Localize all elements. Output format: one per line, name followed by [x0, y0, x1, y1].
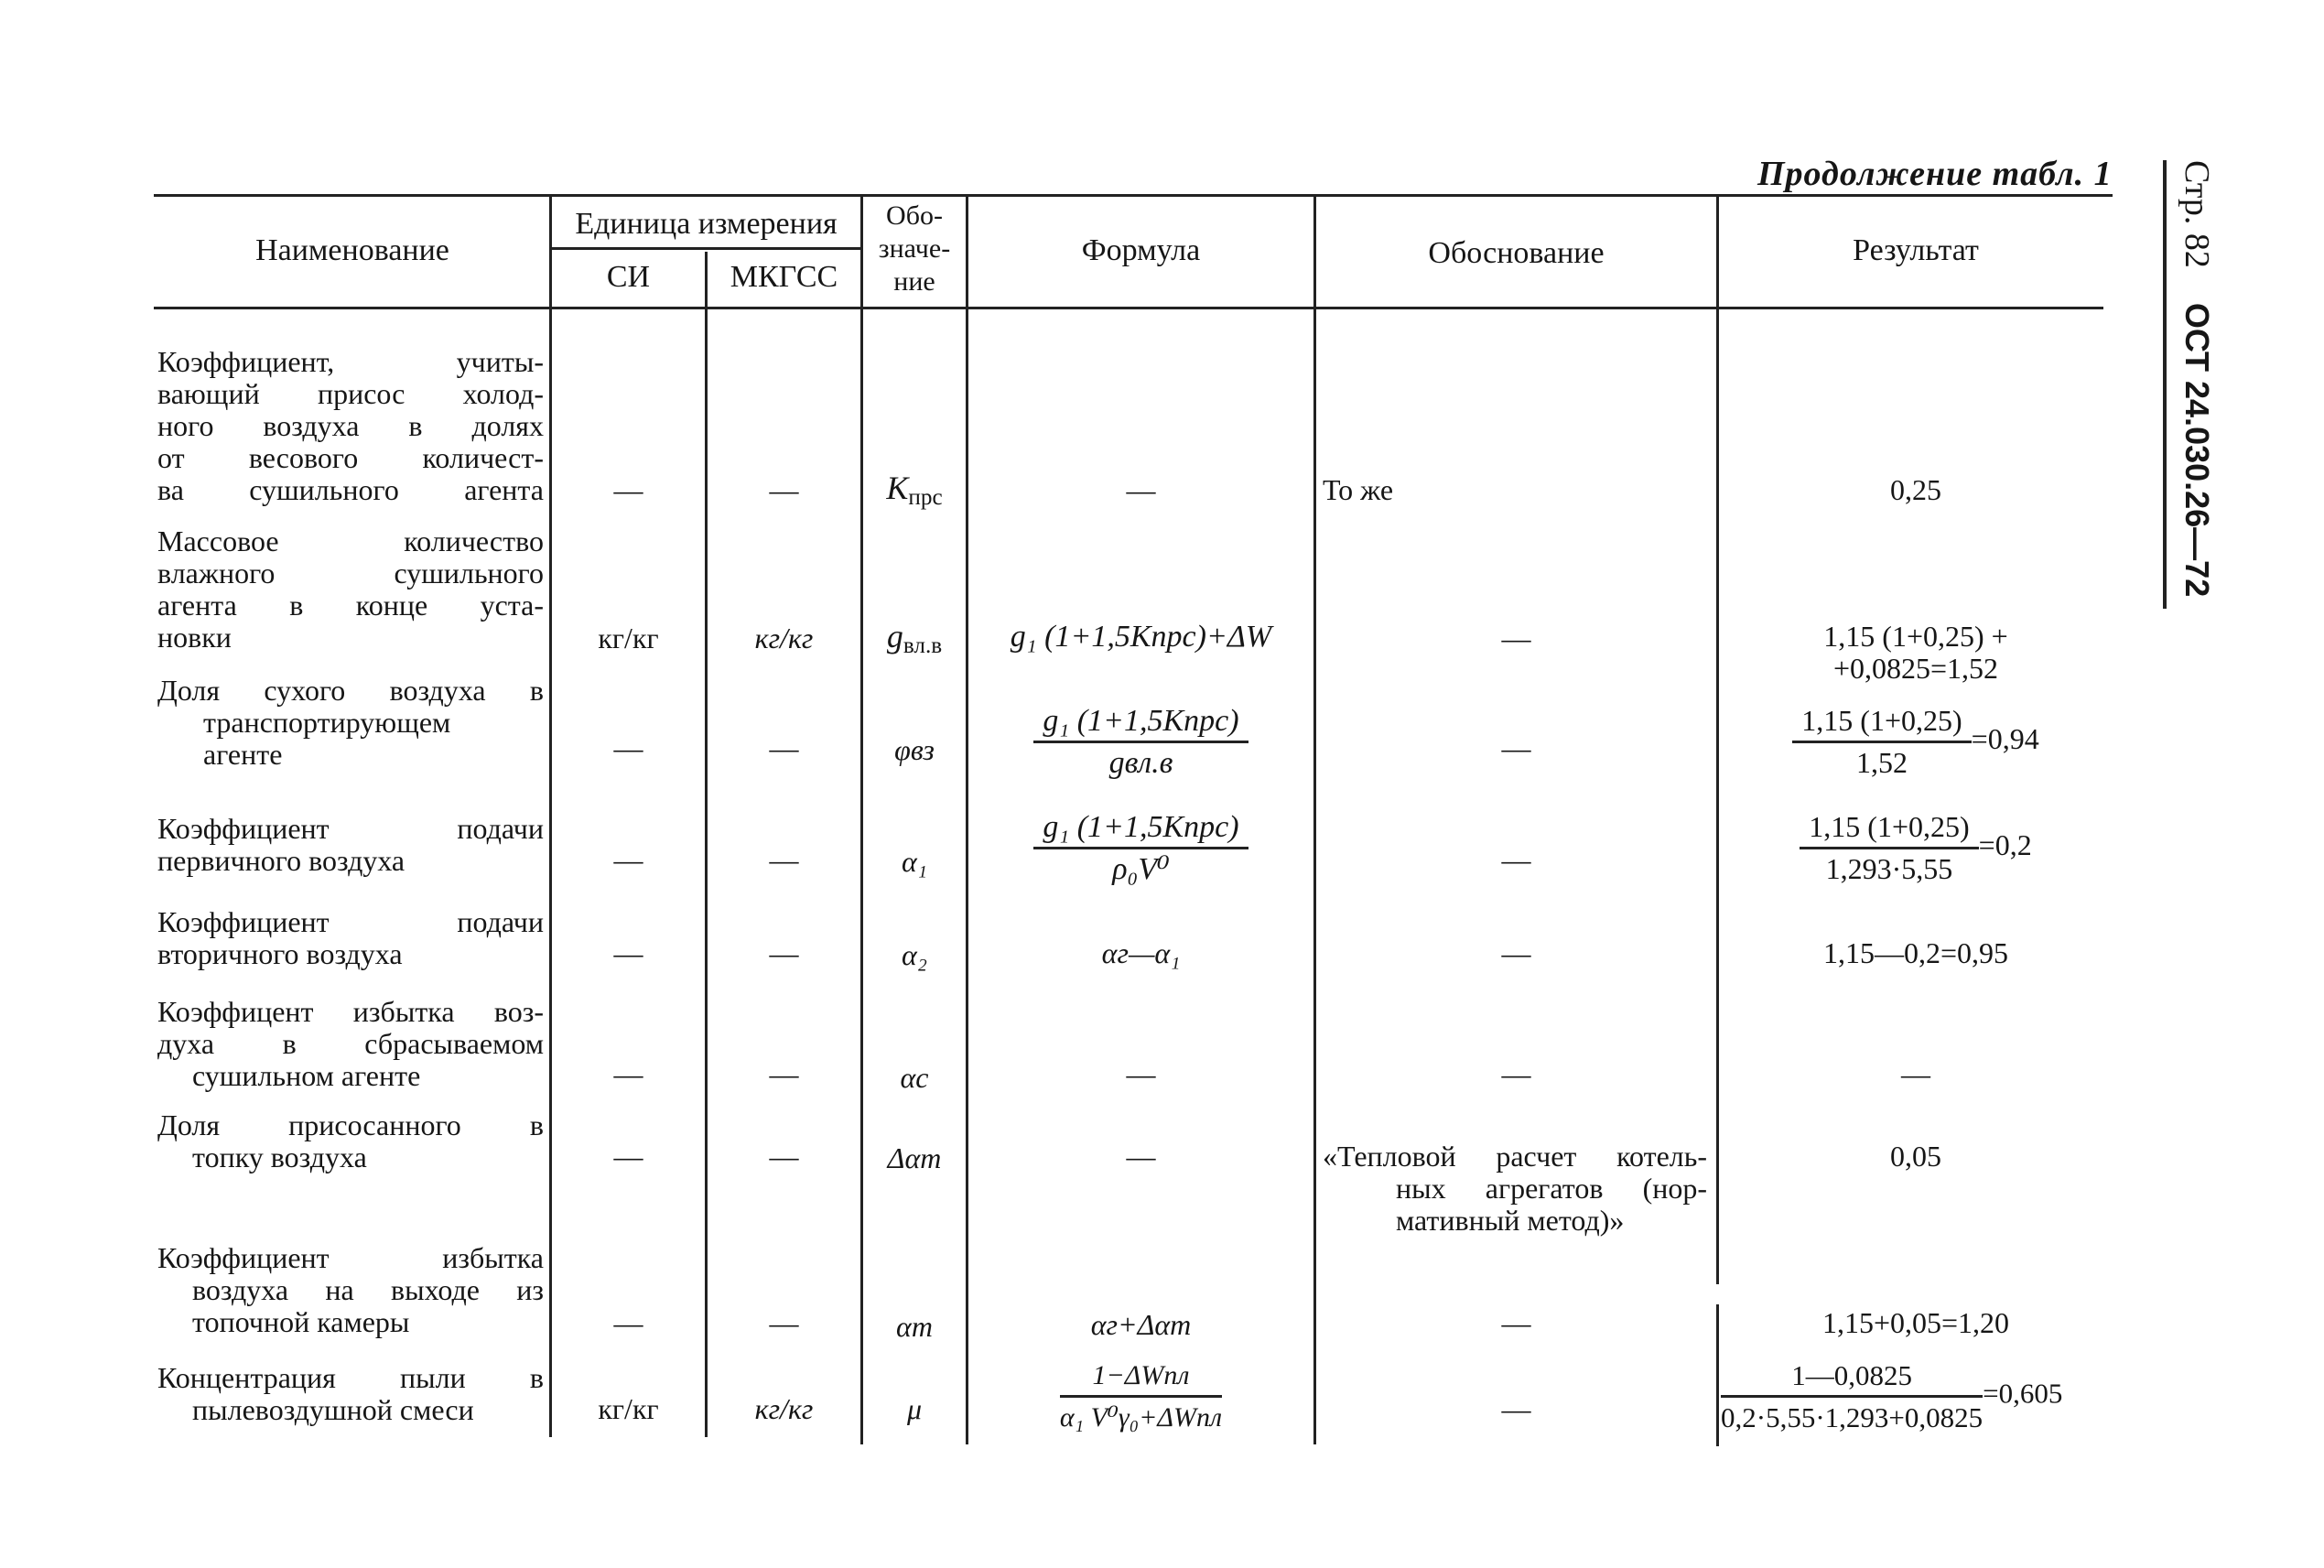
header-symbol-line-3: ние: [893, 266, 935, 297]
row-4-formula: αг—α₁: [1101, 936, 1181, 969]
row-3-name: [157, 813, 544, 877]
row-3-result-den: 1,293·5,55: [1825, 852, 1953, 885]
row-7-symbol: αт: [896, 1310, 933, 1343]
row-6-si: —: [613, 1140, 643, 1173]
row-8-result: [1721, 1359, 2169, 1433]
row-3-formula-den: ρ₀V⁰: [1112, 852, 1170, 886]
row-6-name: [157, 1109, 544, 1173]
row-7-name: [157, 1242, 544, 1338]
row-2-name-line: агенте: [203, 738, 283, 771]
row-0-mkgss: —: [769, 473, 799, 506]
row-4-result: 1,15—0,2=0,95: [1822, 936, 2009, 969]
side-margin: [2171, 160, 2221, 618]
row-1-name-line: новки: [157, 621, 232, 654]
row-7-basis: —: [1501, 1306, 1531, 1339]
header-symbol-line-1: Обо-: [886, 200, 943, 231]
header-si: СИ: [606, 260, 651, 294]
row-4-si: —: [613, 936, 643, 969]
row-0-name-line: вающий присос холод-: [157, 377, 544, 410]
row-5-name-line: духа в сбрасываемом: [157, 1027, 544, 1060]
row-1-result-line: +0,0825=1,52: [1832, 652, 1999, 685]
row-3-name-line: Коэффициент подачи: [157, 812, 544, 845]
row-8-result-den: 0,2·5,55·1,293+0,0825: [1721, 1401, 1984, 1433]
header-name: Наименование: [255, 233, 449, 267]
row-8-formula-den: α₁ V⁰γ₀+ΔWпл: [1059, 1402, 1223, 1433]
table-top-rule: [154, 194, 2113, 197]
row-1-symbol-sub: вл.в: [903, 633, 943, 658]
row-0-result: 0,25: [1890, 473, 1941, 506]
row-1-name-line: агента в конце уста-: [157, 589, 544, 622]
row-8-name-line: Концентрация пыли в: [157, 1361, 544, 1394]
row-1-basis: —: [1501, 622, 1531, 654]
row-7-result: 1,15+0,05=1,20: [1821, 1306, 2010, 1339]
row-0-formula: —: [1126, 473, 1156, 506]
unit-sub-rule: [549, 247, 860, 250]
row-3-mkgss: —: [769, 843, 799, 876]
row-8-si: кг/кг: [598, 1392, 659, 1425]
row-5-name: [157, 996, 544, 1092]
body-vline-5: [1313, 309, 1316, 1444]
row-2-name-line: транспортирующем: [203, 706, 451, 739]
row-1-si: кг/кг: [598, 622, 659, 654]
header-bottom-rule: [154, 307, 2103, 309]
row-8-formula-fraction: [1060, 1359, 1222, 1433]
row-1-formula: g₁ (1+1,5Kпрс)+ΔW: [1010, 620, 1272, 654]
row-7-si: —: [613, 1306, 643, 1339]
row-6-symbol: Δαт: [887, 1141, 942, 1174]
row-2-formula-den: gвл.в: [1108, 746, 1173, 780]
page-number: Стр. 82: [2178, 160, 2216, 268]
row-2-result-tail: =0,94: [1971, 721, 2039, 755]
row-1-result: [1719, 621, 2113, 685]
row-1-result-line: 1,15 (1+0,25) +: [1823, 620, 2008, 653]
row-1-symbol-main: g: [886, 618, 903, 654]
row-3-result-tail: =0,2: [1978, 827, 2032, 861]
row-0-name-line: Коэффициент, учиты-: [157, 345, 544, 378]
side-margin-text: [2177, 160, 2217, 597]
row-2-result: [1719, 705, 2113, 779]
row-4-name-line: вторичного воздуха: [157, 937, 403, 970]
header-mkgss: МКГСС: [730, 260, 838, 294]
row-4-name: [157, 906, 544, 970]
row-4-mkgss: —: [769, 936, 799, 969]
row-0-name: [157, 346, 544, 506]
row-4-name-line: Коэффициент подачи: [157, 905, 544, 938]
row-5-name-line: Коэффицент избытка воз-: [157, 995, 544, 1028]
standard-code: ОСТ 24.030.26—72: [2178, 302, 2216, 598]
row-8-formula-num: 1−ΔWпл: [1060, 1359, 1222, 1398]
row-7-name-line: топочной камеры: [192, 1305, 410, 1338]
row-1-name-line: Массовое количество: [157, 524, 544, 557]
row-2-formula-num: g₁ (1+1,5Kпрс): [1033, 705, 1248, 743]
row-6-basis-line: мативный метод)»: [1396, 1204, 1625, 1237]
row-5-symbol: αс: [900, 1061, 929, 1094]
row-2-symbol: φвз: [894, 733, 935, 766]
row-6-formula: —: [1126, 1140, 1156, 1173]
body-vline-6a: [1716, 309, 1719, 1284]
header-symbol: [863, 200, 966, 298]
row-6-basis: [1323, 1141, 1707, 1237]
row-2-formula-fraction: [1033, 705, 1248, 779]
row-6-basis-line: ных агрегатов (нор-: [1396, 1172, 1707, 1205]
row-5-name-line: сушильном агенте: [192, 1059, 421, 1092]
row-5-si: —: [613, 1057, 643, 1090]
row-2-name: [157, 675, 544, 771]
row-0-symbol: [863, 472, 966, 514]
row-1-name: [157, 525, 544, 654]
continuation-label: Продолжение табл. 1: [1757, 155, 2113, 193]
row-3-formula-num: g₁ (1+1,5Kпрс): [1033, 811, 1248, 849]
row-3-basis: —: [1501, 843, 1531, 876]
row-8-mkgss: кг/кг: [754, 1392, 814, 1425]
row-3-result: [1719, 811, 2113, 885]
header-symbol-line-2: значе-: [878, 233, 951, 264]
row-7-name-line: воздуха на выходе из: [192, 1273, 544, 1306]
row-4-symbol: α₂: [902, 938, 927, 971]
header-basis: Обоснование: [1428, 236, 1605, 270]
row-1-mkgss: кг/кг: [754, 622, 814, 654]
row-0-name-line: ного воздуха в долях: [157, 409, 544, 442]
row-1-name-line: влажного сушильного: [157, 557, 544, 589]
row-6-name-line: топку воздуха: [192, 1141, 367, 1173]
row-5-mkgss: —: [769, 1057, 799, 1090]
row-3-si: —: [613, 843, 643, 876]
row-8-formula: [968, 1359, 1313, 1433]
header-formula: Формула: [1081, 233, 1201, 267]
row-2-result-fraction: [1792, 705, 1971, 779]
header-result: Результат: [1853, 233, 1979, 267]
row-4-basis: —: [1501, 936, 1531, 969]
row-8-basis: —: [1501, 1392, 1531, 1425]
row-0-name-line: от весового количест-: [157, 441, 544, 474]
row-6-result: 0,05: [1890, 1140, 1941, 1173]
row-6-name-line: Доля присосанного в: [157, 1108, 544, 1141]
row-6-mkgss: —: [769, 1140, 799, 1173]
row-0-symbol-sub: прс: [908, 485, 943, 510]
row-3-name-line: первичного воздуха: [157, 844, 405, 877]
row-2-result-num: 1,15 (1+0,25): [1792, 705, 1971, 743]
row-8-result-fraction: [1721, 1359, 1983, 1433]
row-3-symbol: α₁: [902, 845, 927, 878]
row-0-name-line: ва сушильного агента: [157, 473, 544, 506]
row-5-formula: —: [1126, 1057, 1156, 1090]
row-7-formula: αг+Δαт: [1090, 1308, 1192, 1341]
row-8-symbol: μ: [906, 1392, 923, 1425]
row-8-result-num: 1—0,0825: [1721, 1359, 1983, 1398]
row-3-formula: [968, 811, 1313, 885]
row-0-si: —: [613, 473, 643, 506]
row-3-formula-fraction: [1033, 811, 1248, 885]
row-1-symbol: [863, 618, 966, 662]
row-5-result: —: [1901, 1057, 1930, 1090]
row-8-name-line: пылевоздушной смеси: [192, 1393, 474, 1426]
row-7-name-line: Коэффициент избытка: [157, 1241, 544, 1274]
row-2-basis: —: [1501, 731, 1531, 764]
row-5-basis: —: [1501, 1057, 1531, 1090]
row-2-result-den: 1,52: [1855, 746, 1908, 779]
row-3-result-num: 1,15 (1+0,25): [1800, 811, 1978, 849]
row-6-basis-line: «Тепловой расчет котель-: [1323, 1140, 1707, 1173]
header-unit: Единица измерения: [575, 207, 838, 241]
row-2-mkgss: —: [769, 731, 799, 764]
row-2-formula: [968, 705, 1313, 779]
row-3-result-fraction: [1800, 811, 1978, 885]
row-8-result-tail: =0,605: [1983, 1377, 2063, 1410]
row-2-name-line: Доля сухого воздуха в: [157, 674, 544, 707]
row-0-basis: То же: [1323, 473, 1394, 506]
row-2-si: —: [613, 731, 643, 764]
row-7-mkgss: —: [769, 1306, 799, 1339]
row-8-name: [157, 1362, 544, 1426]
side-rule: [2163, 160, 2167, 609]
row-0-symbol-main: K: [886, 470, 909, 506]
